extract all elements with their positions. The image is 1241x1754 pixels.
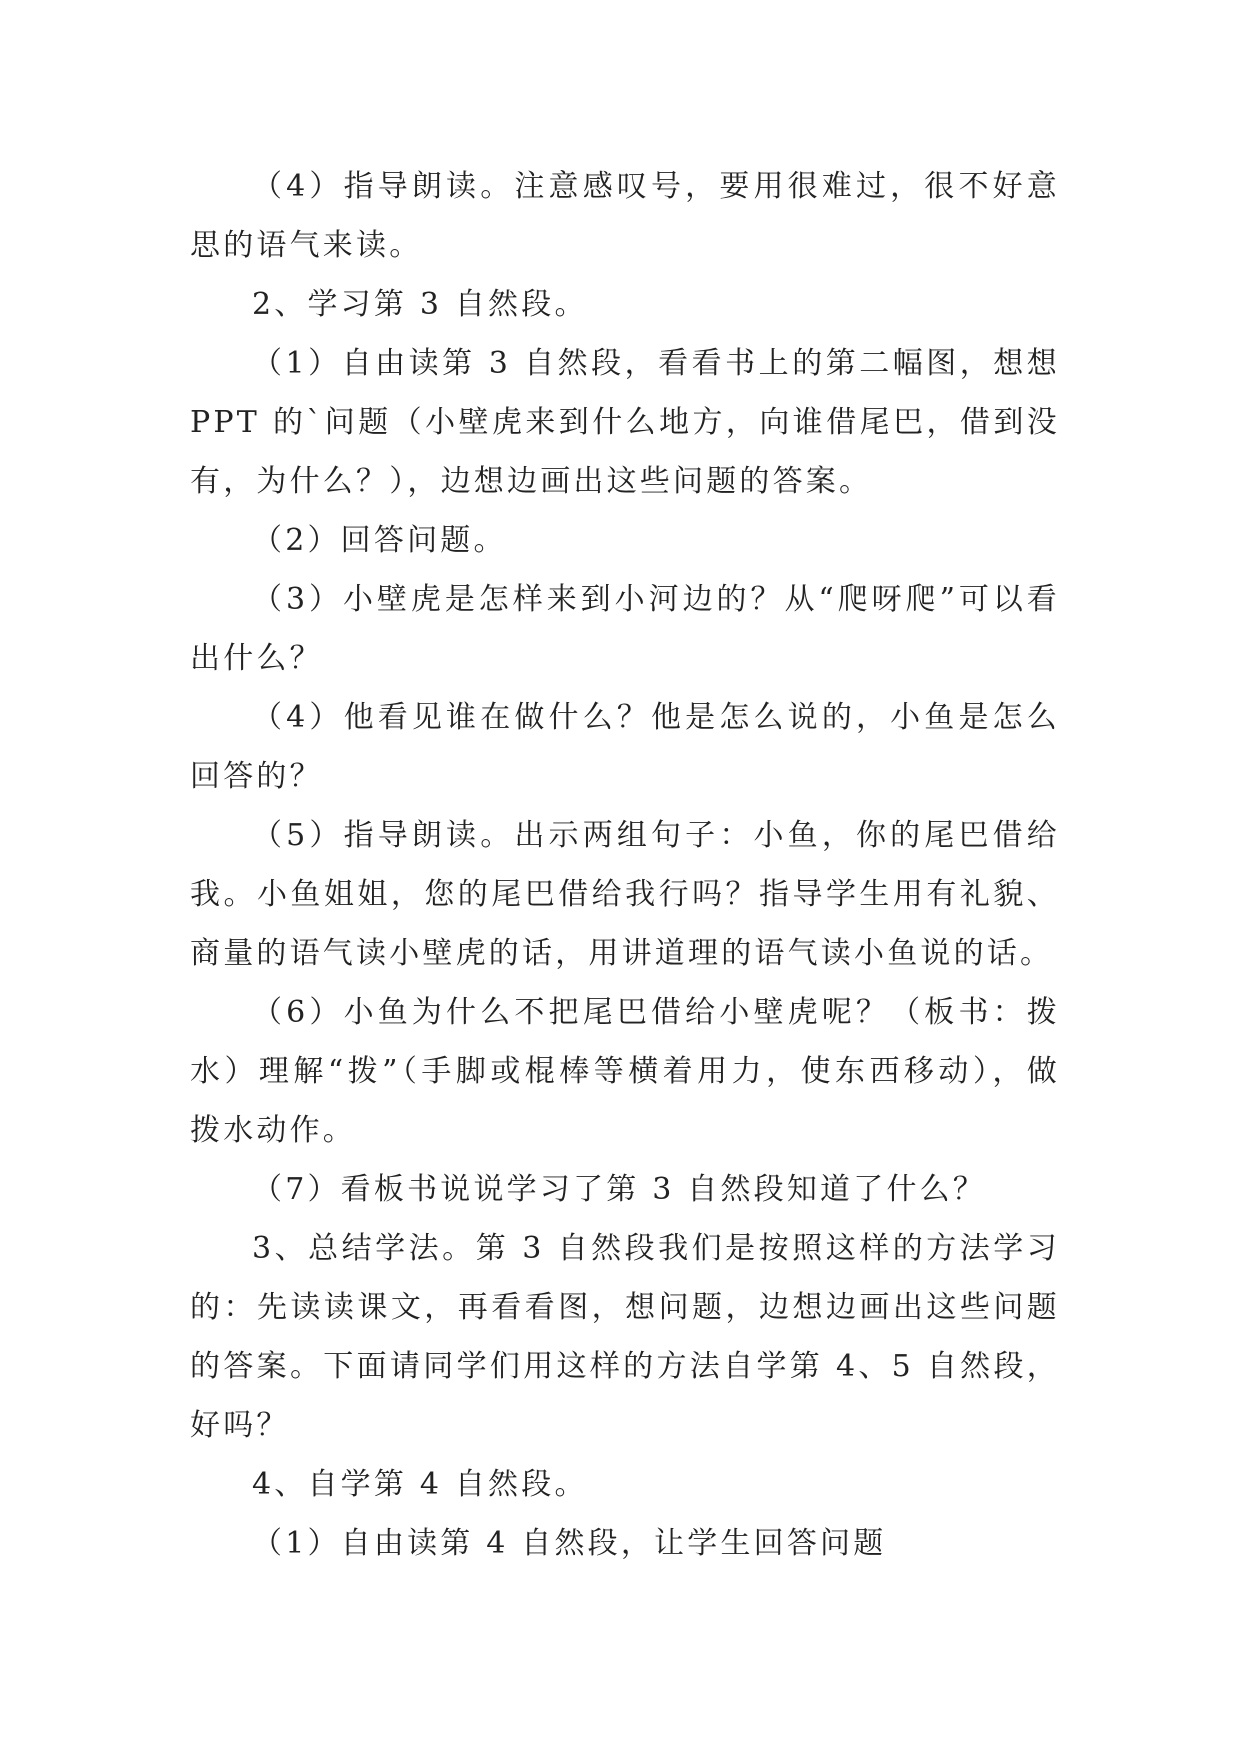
- paragraph-why-fish-refused: （6）小鱼为什么不把尾巴借给小壁虎呢？（板书：拨水）理解“拨”（手脚或棍棒等横着用力，使东西移动），做拨水动作。: [190, 995, 1060, 1148]
- paragraph-guided-reading-exclamation: （4）指导朗读。注意感叹号，要用很难过，很不好意思的语气来读。: [190, 169, 1060, 263]
- paragraph-study-section-3: 2、学习第 3 自然段。: [252, 287, 588, 322]
- paragraph-how-gecko-came: （3）小壁虎是怎样来到小河边的？从“爬呀爬”可以看出什么？: [190, 582, 1060, 676]
- paragraph-summary-section-3: （7）看板书说说学习了第 3 自然段知道了什么？: [252, 1172, 987, 1207]
- paragraph-self-study-section-4: 4、自学第 4 自然段。: [252, 1467, 588, 1502]
- paragraph-summarize-method: 3、总结学法。第 3 自然段我们是按照这样的方法学习的：先读读课文，再看看图，想问题，边想边画出这些问题的答案。下面请同学们用这样的方法自学第 4、5 自然段，好吗？: [190, 1231, 1060, 1443]
- document-body: [190, 157, 1060, 1573]
- paragraph-answer-questions: （2）回答问题。: [252, 523, 507, 558]
- paragraph-free-read-section-3: （1）自由读第 3 自然段，看看书上的第二幅图，想想 PPT 的`问题（小壁虎来到什么地方，向谁借尾巴，借到没有，为什么？），边想边画出这些问题的答案。: [190, 346, 1060, 499]
- paragraph-guided-reading-sentences: （5）指导朗读。出示两组句子：小鱼，你的尾巴借给我。小鱼姐姐，您的尾巴借给我行吗？指导学生用有礼貌、商量的语气读小壁虎的话，用讲道理的语气读小鱼说的话。: [190, 818, 1060, 971]
- paragraph-who-he-saw: （4）他看见谁在做什么？他是怎么说的，小鱼是怎么回答的？: [190, 700, 1060, 794]
- paragraph-free-read-section-4: （1）自由读第 4 自然段，让学生回答问题: [252, 1526, 887, 1561]
